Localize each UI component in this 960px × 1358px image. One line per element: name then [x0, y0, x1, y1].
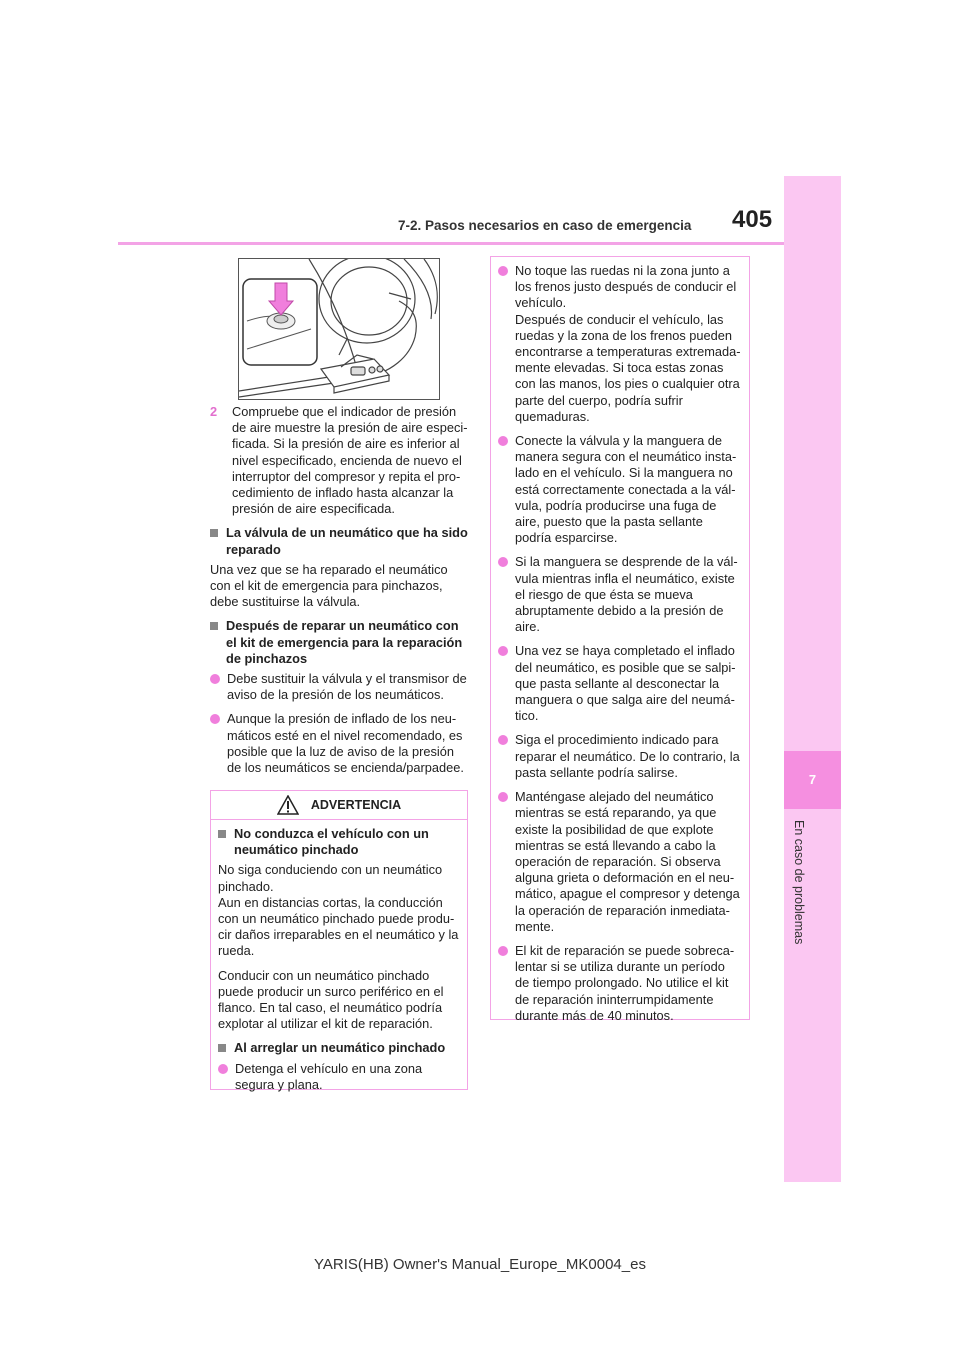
- list-item: [498, 789, 741, 935]
- warning-title: ADVERTENCIA: [310, 797, 402, 812]
- compressor-illustration: [238, 258, 440, 400]
- bullet-dot-icon: [498, 735, 508, 745]
- bullet-dot-icon: [210, 674, 220, 684]
- list-item: [498, 643, 741, 724]
- bullet-dot-icon: [498, 792, 508, 802]
- subheading-valve: [210, 525, 468, 557]
- text-line: Aun en distancias cortas, la conducción con un neumático pinchado puede producir daños irreparables en el neumático y la rueda.: [218, 894, 459, 959]
- step-number: 2: [210, 404, 218, 419]
- list-item: [218, 1061, 459, 1093]
- warning-body: [211, 820, 467, 1093]
- header-rule: [118, 242, 784, 245]
- bullet-dot-icon: [498, 646, 508, 656]
- square-bullet-icon: [218, 830, 226, 838]
- list-item-text: Debe sustituir la válvula y el transmisor de aviso de la presión de los neumáticos.: [227, 671, 467, 703]
- list-item: [210, 711, 468, 776]
- page-number: 405: [732, 206, 773, 233]
- list-item: [498, 554, 741, 635]
- subheading-text: Después de reparar un neumático con el kit de emergencia para la reparación de pinchazos: [226, 618, 463, 666]
- list-item-text: [515, 263, 741, 425]
- bullet-dot-icon: [210, 714, 220, 724]
- section-title: 7-2. Pasos necesarios en caso de emergencia: [398, 218, 692, 233]
- paragraph: Conducir con un neumático pinchado puede producir un surco periférico en el flanco. En tal caso, el neumático podría explotar al utilizar el kit de reparación.: [218, 967, 444, 1032]
- square-bullet-icon: [218, 1044, 226, 1052]
- list-item: [210, 671, 468, 703]
- bullet-dot-icon: [498, 436, 508, 446]
- text-line: No siga conduciendo con un neumático pinchado.: [218, 862, 443, 894]
- list-item-text: Aunque la presión de inflado de los neumáticos esté en el nivel recomendado, es posible que la luz de aviso de la presión de los neumáticos se encienda/parpadee.: [227, 711, 464, 776]
- bullet-dot-icon: [498, 266, 508, 276]
- bullet-dot-icon: [218, 1064, 228, 1074]
- list-item: [498, 433, 741, 546]
- chapter-number: 7: [808, 772, 817, 787]
- bullet-dot-icon: [498, 946, 508, 956]
- list-item: [498, 943, 741, 1024]
- list-item-text: Detenga el vehículo en una zona segura y plana.: [235, 1060, 423, 1092]
- text-line: No toque las ruedas ni la zona junto a los frenos justo después de conducir el vehículo.: [515, 263, 737, 311]
- subheading-text: No conduzca el vehículo con un neumático pinchado: [234, 826, 429, 858]
- warning-subheading: [218, 1040, 459, 1056]
- square-bullet-icon: [210, 622, 218, 630]
- square-bullet-icon: [210, 529, 218, 537]
- bullet-dot-icon: [498, 557, 508, 567]
- warning-triangle-icon: [277, 795, 299, 815]
- left-column: [210, 404, 468, 784]
- warning-box: [210, 790, 468, 1090]
- footer-manual-id: YARIS(HB) Owner's Manual_Europe_MK0004_es: [314, 1256, 646, 1273]
- warning-subheading: [218, 826, 459, 858]
- list-item: [498, 263, 741, 425]
- subheading-after-repair: [210, 618, 468, 667]
- list-item-text: El kit de reparación se puede sobrecalentar si se utiliza durante un período de tiempo prolongado. No utilice el kit de reparación ininterrumpidamente durante más de 40 minutos.: [515, 942, 735, 1023]
- chapter-title: En caso de problemas: [792, 820, 806, 945]
- list-item-text: Si la manguera se desprende de la válvula mientras infla el neumático, existe el riesgo de que ésta se mueva abruptamente debido a la presión de aire.: [515, 554, 738, 635]
- subheading-text: Al arreglar un neumático pinchado: [234, 1040, 446, 1056]
- paragraph: [218, 862, 459, 959]
- list-item-text: Una vez se haya completado el inflado del neumático, es posible que se salpique pasta sellante al desconectar la manguera o que salga aire del neumático.: [515, 643, 736, 724]
- text-line: Después de conducir el vehículo, las ruedas y la zona de los frenos pueden encontrarse a temperaturas extremadamente elevadas. Si toca estas zonas con las manos, los pies o cualquier otra parte del cuerpo, podría sufrir quemaduras.: [515, 311, 741, 424]
- list-item-text: Manténgase alejado del neumático mientras se está reparando, ya que existe la posibilidad de que explote mientras se está llevando a cabo la operación de reparación. Si observa alguna grieta o deformación en el neumático, apague el compresor y detenga la operación de reparación inmediatamente.: [515, 789, 740, 934]
- warning-header: [211, 791, 467, 820]
- step-text: Compruebe que el indicador de presión de aire muestre la presión de aire especificada. Si la presión de aire es inferior al nivel especificado, encienda de nuevo el interruptor del compresor y repita el procedimiento de inflado hasta alcanzar la presión de aire especificada.: [232, 404, 468, 517]
- warning-continuation-box: [490, 256, 750, 1023]
- subheading-text: La válvula de un neumático que ha sido reparado: [226, 525, 468, 557]
- list-item-text: Conecte la válvula y la manguera de manera segura con el neumático instalado en el vehículo. Si la manguera no está correctamente conectada a la válvula, podría producirse una fuga de aire, puesto que la pasta sellante podría esparcirse.: [515, 433, 737, 546]
- list-item: [498, 732, 741, 781]
- list-item-text: Siga el procedimiento indicado para reparar el neumático. De lo contrario, la pasta sellante podría salirse.: [515, 732, 740, 780]
- paragraph: Una vez que se ha reparado el neumático con el kit de emergencia para pinchazos, debe sustituirse la válvula.: [210, 561, 448, 610]
- tire-compressor-drawing: [239, 259, 439, 399]
- step-2: [210, 404, 468, 517]
- chapter-side-tab: [784, 176, 841, 1182]
